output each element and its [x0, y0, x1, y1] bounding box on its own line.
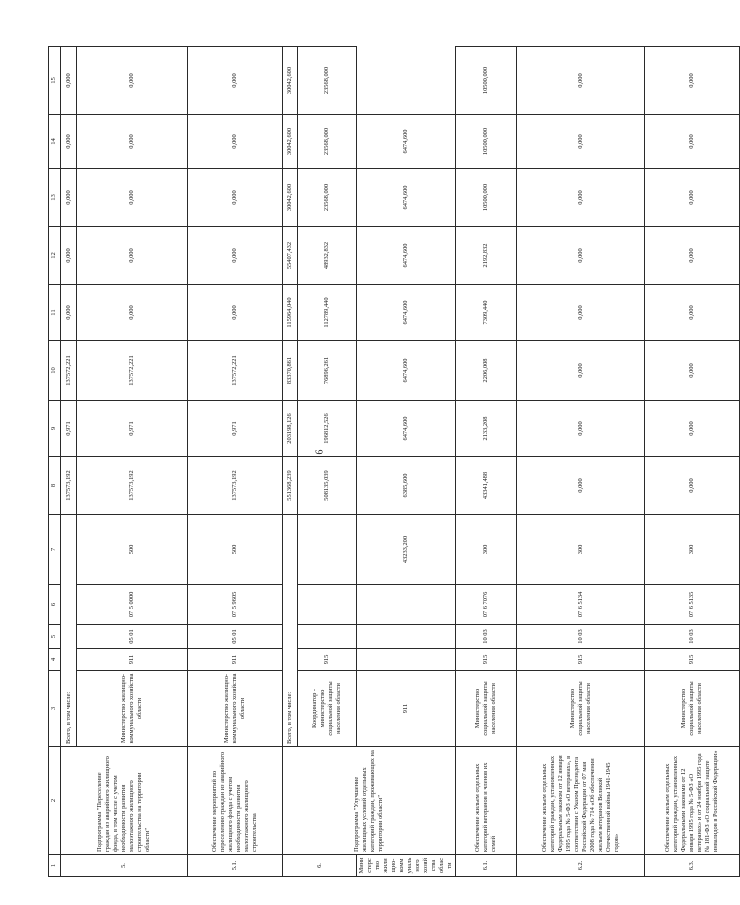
code-cell: 915	[298, 649, 357, 671]
amount-cell: 137573,192	[188, 457, 283, 515]
amount-cell: 0,000	[188, 227, 283, 285]
measure-name: Обеспечение мероприятий по переселению граждан из аварийного жилищного фонда с учетом необходимости развития малоэтажного жилищного строительства	[188, 747, 283, 855]
measure-name: Подпрограмма "Переселение граждан из аварийного жилищного фонда, в том числе с учетом необходимости развития малоэтажного жилищного строительства на территории области"	[61, 747, 188, 855]
code-cell: 300	[456, 515, 517, 585]
amount-cell: 0,000	[77, 115, 188, 169]
table-row	[188, 47, 283, 877]
measure-name: Обеспечение жильем отдельных категорий граждан, установленных Федеральным законом от 12 января 1995 года № 5-ФЗ «О ветеранах», в соответствии с Указом Президента Российской Федерации от 07 мая 2008 года № 714 «Об обеспечении жильем ветеранов Великой Отечественной войны 1941-1945 годов»	[517, 747, 645, 855]
code-cell: 915	[456, 649, 517, 671]
executor-cell: Министерство жилищно-коммунального хозяйства области	[77, 671, 188, 747]
amount-cell: 0,000	[77, 227, 188, 285]
amount-cell: 0,000	[645, 47, 740, 115]
amount-cell: 112789,440	[298, 285, 357, 341]
amount-cell: 2133,208	[456, 401, 517, 457]
row-number: 6.	[283, 855, 357, 877]
executor-cell: Координатор - министерство социальной защиты населения области	[298, 671, 357, 747]
column-number: 3	[49, 671, 61, 747]
code-cell	[357, 625, 456, 649]
amount-cell: 137572,221	[61, 341, 77, 401]
code-cell: 07 6 7076	[456, 585, 517, 625]
amount-cell: 0,000	[645, 457, 740, 515]
column-number: 12	[49, 227, 61, 285]
amount-cell: 10500,000	[456, 169, 517, 227]
code-cell: 07 6 5134	[517, 585, 645, 625]
amount-cell: 10500,000	[456, 47, 517, 115]
amount-cell: 0,000	[645, 227, 740, 285]
amount-cell: 0,000	[77, 285, 188, 341]
amount-cell: 203198,126	[283, 401, 298, 457]
amount-cell: 137573,192	[77, 457, 188, 515]
table-row	[456, 47, 517, 877]
amount-cell: 0,000	[61, 285, 77, 341]
amount-cell: 6474,600	[357, 227, 456, 285]
amount-cell: 2206,008	[456, 341, 517, 401]
total-label: Всего, в том числе:	[283, 515, 298, 747]
code-cell	[298, 515, 357, 585]
measure-name: Подпрограмма "Улучшение жилищных условий отдельных категорий граждан, проживающих на территории области"	[283, 747, 456, 855]
measure-name: Обеспечение жильем отдельных категорий ветеранов и членов их семей	[456, 747, 517, 855]
executor-cell: Министерство жилищно-коммунального хозяйства области	[188, 671, 283, 747]
table-row	[517, 47, 645, 877]
measure-name: Обеспечение жильем отдельных категорий граждан, установленных Федеральными законами от 12 января 1995 года № 5-ФЗ «О ветеранах» и от 24 ноября 1995 года № 181-ФЗ «О социальной защите инвалидов в Российской Федерации»	[645, 747, 740, 855]
code-cell: 07 5 9605	[188, 585, 283, 625]
amount-cell: 0,971	[188, 401, 283, 457]
amount-cell: 6385,600	[357, 457, 456, 515]
code-cell: 915	[517, 649, 645, 671]
amount-cell: 551368,239	[283, 457, 298, 515]
amount-cell: 23568,000	[298, 115, 357, 169]
code-cell: 07 6 5135	[645, 585, 740, 625]
code-cell: 911	[357, 671, 456, 747]
column-number: 5	[49, 625, 61, 649]
amount-cell: 0,000	[517, 285, 645, 341]
amount-cell: 23568,000	[298, 169, 357, 227]
amount-cell: 43233,200	[357, 515, 456, 585]
code-cell: 10 03	[456, 625, 517, 649]
table-row	[645, 47, 740, 877]
column-number: 13	[49, 169, 61, 227]
code-cell: 915	[645, 649, 740, 671]
amount-cell: 0,000	[77, 47, 188, 115]
code-cell: 300	[517, 515, 645, 585]
amount-cell: 196812,526	[298, 401, 357, 457]
code-cell	[298, 585, 357, 625]
row-number: 5.	[61, 855, 188, 877]
row-number: 6.1.	[456, 855, 517, 877]
amount-cell: 0,000	[517, 227, 645, 285]
amount-cell: 0,000	[61, 47, 77, 115]
row-number: 5.1.	[188, 855, 283, 877]
column-number: 1	[49, 855, 61, 877]
code-cell: 911	[77, 649, 188, 671]
header-row	[49, 47, 61, 877]
code-cell: 07 5 0000	[77, 585, 188, 625]
amount-cell: 137572,221	[188, 341, 283, 401]
column-number: 14	[49, 115, 61, 169]
amount-cell: 83370,861	[283, 341, 298, 401]
code-cell	[298, 625, 357, 649]
row-number: 6.2.	[517, 855, 645, 877]
amount-cell: 115964,040	[283, 285, 298, 341]
code-cell: 911	[188, 649, 283, 671]
amount-cell: 0,000	[188, 115, 283, 169]
column-number: 4	[49, 649, 61, 671]
rotated-page	[48, 47, 719, 877]
column-number: 11	[49, 285, 61, 341]
column-number: 2	[49, 747, 61, 855]
amount-cell: 30042,600	[283, 115, 298, 169]
amount-cell: 0,000	[517, 457, 645, 515]
amount-cell: 76896,261	[298, 341, 357, 401]
amount-cell: 0,000	[645, 401, 740, 457]
amount-cell: 0,000	[645, 285, 740, 341]
page-number: 9	[312, 449, 324, 455]
amount-cell: 137573,192	[61, 457, 77, 515]
amount-cell: 0,000	[645, 169, 740, 227]
amount-cell: 6474,600	[357, 169, 456, 227]
amount-cell: 6474,600	[357, 341, 456, 401]
amount-cell: 137572,221	[77, 341, 188, 401]
amount-cell: 0,971	[77, 401, 188, 457]
amount-cell: 0,000	[517, 401, 645, 457]
table-row	[283, 47, 298, 877]
column-number: 15	[49, 47, 61, 115]
amount-cell: 508135,039	[298, 457, 357, 515]
amount-cell: 6474,600	[357, 401, 456, 457]
code-cell: 10 03	[517, 625, 645, 649]
code-cell	[357, 585, 456, 625]
column-number: 9	[49, 401, 61, 457]
amount-cell: 0,000	[61, 169, 77, 227]
code-cell: 05 01	[188, 625, 283, 649]
amount-cell: 30042,600	[283, 169, 298, 227]
amount-cell: 23568,000	[298, 47, 357, 115]
amount-cell: 30042,600	[283, 47, 298, 115]
amount-cell: 55407,432	[283, 227, 298, 285]
amount-cell: 6474,600	[357, 115, 456, 169]
amount-cell: 0,000	[645, 341, 740, 401]
code-cell: 05 01	[77, 625, 188, 649]
amount-cell: 2192,832	[456, 227, 517, 285]
code-cell: 300	[645, 515, 740, 585]
amount-cell: 0,000	[61, 115, 77, 169]
budget-table	[48, 46, 740, 877]
amount-cell: 0,000	[188, 169, 283, 227]
executor-cell: Министерство жилищно-коммунального хозяйства области	[357, 855, 456, 877]
executor-cell: Министерство социальной защиты населения области	[645, 671, 740, 747]
code-cell: 500	[77, 515, 188, 585]
amount-cell: 0,000	[517, 341, 645, 401]
amount-cell: 0,000	[61, 227, 77, 285]
amount-cell: 0,000	[517, 169, 645, 227]
column-number: 7	[49, 515, 61, 585]
code-cell: 10 03	[645, 625, 740, 649]
row-number: 6.3.	[645, 855, 740, 877]
amount-cell: 0,000	[645, 115, 740, 169]
amount-cell: 0,000	[188, 47, 283, 115]
table-row	[61, 47, 77, 877]
amount-cell: 0,000	[517, 47, 645, 115]
amount-cell: 0,000	[188, 285, 283, 341]
column-number: 8	[49, 457, 61, 515]
code-cell: 500	[188, 515, 283, 585]
table-body	[49, 47, 740, 877]
executor-cell: Министерство социальной защиты населения области	[456, 671, 517, 747]
executor-cell: Министерство социальной защиты населения области	[517, 671, 645, 747]
total-label: Всего, в том числе:	[61, 515, 77, 747]
amount-cell: 0,971	[61, 401, 77, 457]
amount-cell: 7309,440	[456, 285, 517, 341]
amount-cell: 48932,832	[298, 227, 357, 285]
code-cell	[357, 649, 456, 671]
amount-cell: 43341,488	[456, 457, 517, 515]
amount-cell: 10500,000	[456, 115, 517, 169]
amount-cell: 0,000	[517, 115, 645, 169]
amount-cell: 0,000	[77, 169, 188, 227]
column-number: 6	[49, 585, 61, 625]
column-number: 10	[49, 341, 61, 401]
amount-cell: 6474,600	[357, 285, 456, 341]
